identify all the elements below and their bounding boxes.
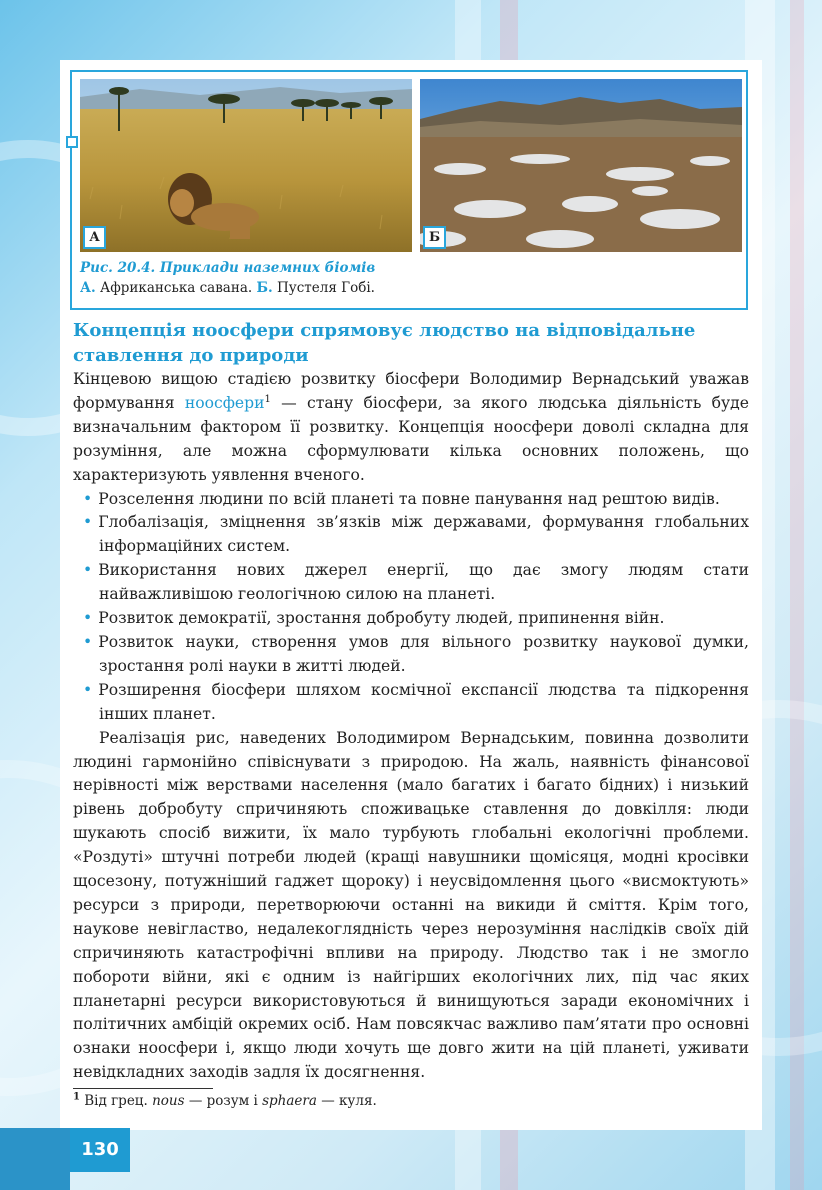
figure-handle [66,136,78,148]
caption-a-text: Африканська савана. [95,280,257,296]
bullet-item: • Використання нових джерел енергії, що дає змогу людям стати найважливішою геологічною силою на планеті. [73,559,749,607]
body-text [73,368,749,1085]
figure-caption [80,258,740,298]
closing-paragraph: Реалізація рис, наведених Володимиром Вернадським, повинна дозволити людині гармонійно співіснувати з природою. На жаль, наявність фінансової нерівності між верствами населення (мало багатих і багато бідних) і низький рівень добробуту спричиняють споживацьке ставлення до довкілля: люди шукають спосіб вижити, їх мало турбують глобальні екологічні проблеми. «Роздуті» штучні потреби людей (кращі навушники щомісяця, модні кросівки щосезону, потужніший гаджет щороку) і неусвідомлення цього «висмоктують» ресурси з природи, перетворюючи останні на викиди й сміття. Крім того, наукове невігластво, недалекоглядність через нерозуміння наслідків своїх дій спричиняють катастрофічні впливи на природу. Людство так і не змогло побороти війни, які є одним із найгірших екологічних лих, під час яких планетарні ресурси використовуються й винищуються заради економічних і політичних амбіцій окремих осіб. Нам повсякчас важливо пам’ятати про основні ознаки ноосфери і, якщо люди хочуть ще довго жити на цій планеті, уживати невідкладних заходів задля їх досягнення. [73,728,749,1082]
caption-letter-a: А. [80,280,96,296]
footnote-word-sphaera: sphaera [262,1093,317,1109]
footnote-number: 1 [73,1091,80,1103]
photo-gobi [420,79,742,252]
term-noosphere: ноосфери [184,393,265,412]
page-strip [0,1128,70,1190]
section-heading: Концепція ноосфери спрямовує людство на відповідальне ставлення до природи [73,320,696,366]
bullet-item: • Розвиток демократії, зростання добробуту людей, припинення війн. [73,607,749,631]
page-content [60,60,762,1130]
bullet-item: • Розселення людини по всій планеті та повне панування над рештою видів. [73,488,749,512]
intro-part2: — стану біосфери, за якого людська діяльність буде визначальним фактором її розвитку. Концепція ноосфери доволі складна для розуміння, але можна сформулювати кілька основних положень, що характеризують уявлення вченого. [73,393,749,484]
footnote-mid: — розум і [184,1093,263,1109]
footnote-ref: 1 [264,393,271,405]
photo-savanna [80,79,412,252]
intro-paragraph [73,368,749,488]
bullet-item: • Розвиток науки, створення умов для вільного розвитку наукової думки, зростання ролі науки в житті людей. [73,631,749,679]
caption-letter-b: Б. [256,280,273,296]
caption-title: Рис. 20.4. Приклади наземних біомів [80,260,376,276]
figure-20-4 [70,70,748,310]
footnote [73,1093,377,1109]
caption-text [80,278,740,298]
bullet-item: • Глобалізація, зміцнення зв’язків між державами, формування глобальних інформаційних систем. [73,511,749,559]
footnote-post: — куля. [316,1093,377,1109]
photo-label-b: Б [423,226,446,249]
caption-b-text: Пустеля Гобі. [272,280,375,296]
bullet-item: • Розширення біосфери шляхом космічної експансії людства та підкорення інших планет. [73,679,749,727]
photo-label-a: А [83,226,106,249]
footnote-word-nous: nous [152,1093,185,1109]
page-number: 130 [70,1128,130,1172]
footnote-pre: Від грец. [79,1093,153,1109]
intro-part1: Кінцевою вищою стадією розвитку біосфери Володимир Вернадський уважав формування [73,370,749,412]
footnote-divider [73,1088,213,1089]
